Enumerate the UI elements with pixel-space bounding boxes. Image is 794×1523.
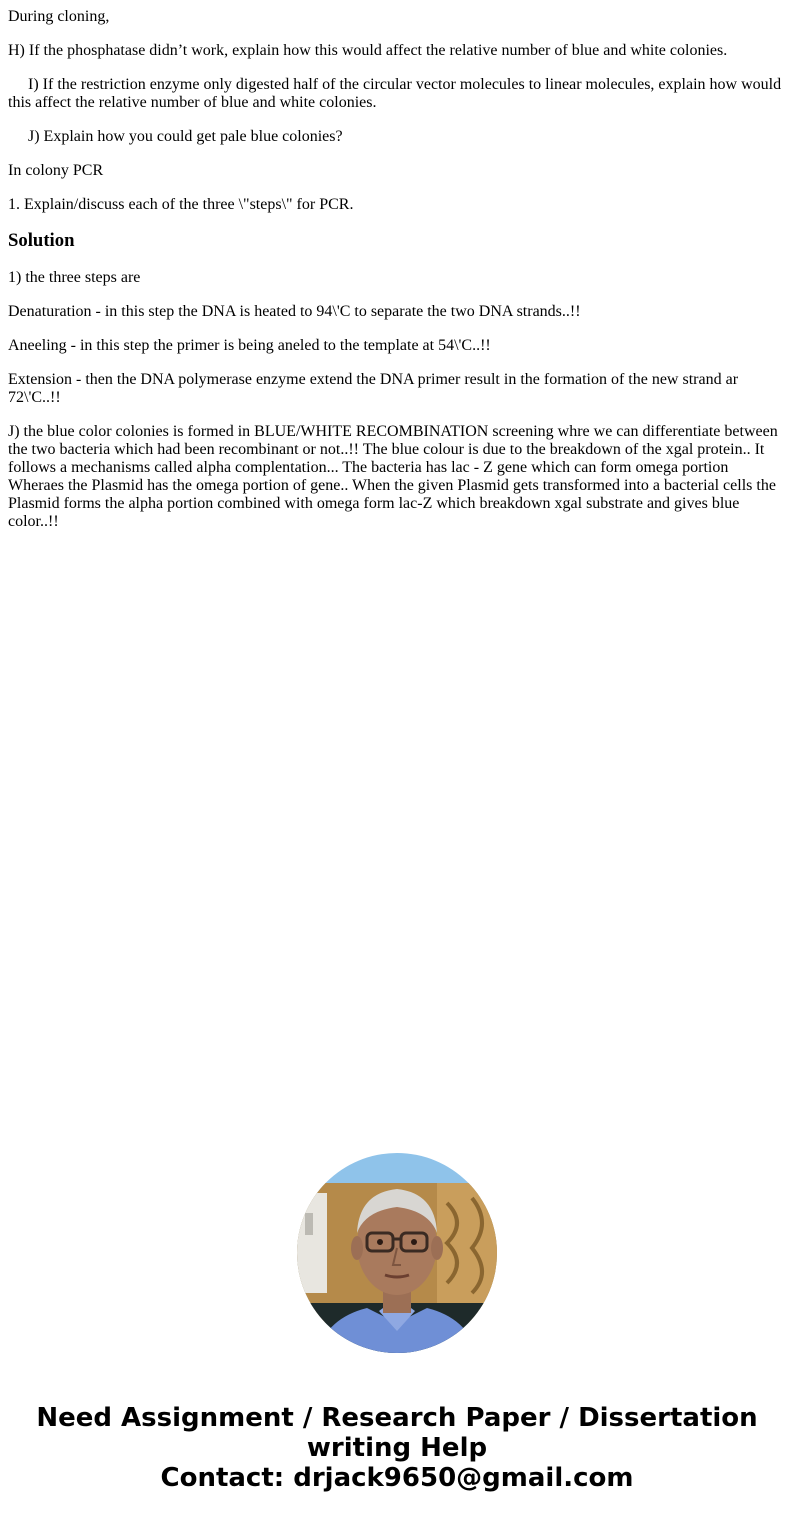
solution-heading: Solution [8, 230, 75, 251]
solution-denaturation: Denaturation - in this step the DNA is heated to 94\'C to separate the two DNA strands..!! [8, 303, 581, 320]
solution-j-answer: J) the blue color colonies is formed in BLUE/WHITE RECOMBINATION screening whre we can differentiate between the two bacteria which had been recombinant or not..!! The blue colour is due to the breakdown of the xgal protein.. It follows a mechanisms called alpha complentation... The bacteria has lac - Z gene which can form omega portion Wheraes the Plasmid has the omega portion of gene.. When the given Plasmid gets transformed into a bacterial cells the Plasmid forms the alpha portion combined with omega form lac-Z which breakdown xgal substrate and gives blue color..!! [8, 423, 778, 530]
promo-banner [0, 1403, 794, 1493]
solution-steps-intro: 1) the three steps are [8, 269, 141, 286]
promo-line-2: writing Help [306, 1433, 488, 1463]
document-body [8, 8, 786, 547]
question-j: J) Explain how you could get pale blue colonies? [28, 128, 343, 145]
promo-line-1: Need Assignment / Research Paper / Dissertation [36, 1403, 758, 1433]
colony-pcr-heading: In colony PCR [8, 162, 104, 179]
question-i: I) If the restriction enzyme only digested half of the circular vector molecules to linear molecules, explain how would this affect the relative number of blue and white colonies. [8, 76, 782, 111]
question-1: 1. Explain/discuss each of the three \"steps\" for PCR. [8, 196, 354, 213]
solution-aneeling: Aneeling - in this step the primer is being aneled to the template at 54\'C..!! [8, 337, 491, 354]
question-intro: During cloning, [8, 8, 110, 25]
solution-extension: Extension - then the DNA polymerase enzyme extend the DNA primer result in the formation of the new strand ar 72\'C..!! [8, 371, 739, 406]
question-h: H) If the phosphatase didn’t work, explain how this would affect the relative number of blue and white colonies. [8, 42, 728, 59]
promo-contact: Contact: drjack9650@gmail.com [160, 1463, 634, 1493]
author-avatar [297, 1153, 497, 1353]
